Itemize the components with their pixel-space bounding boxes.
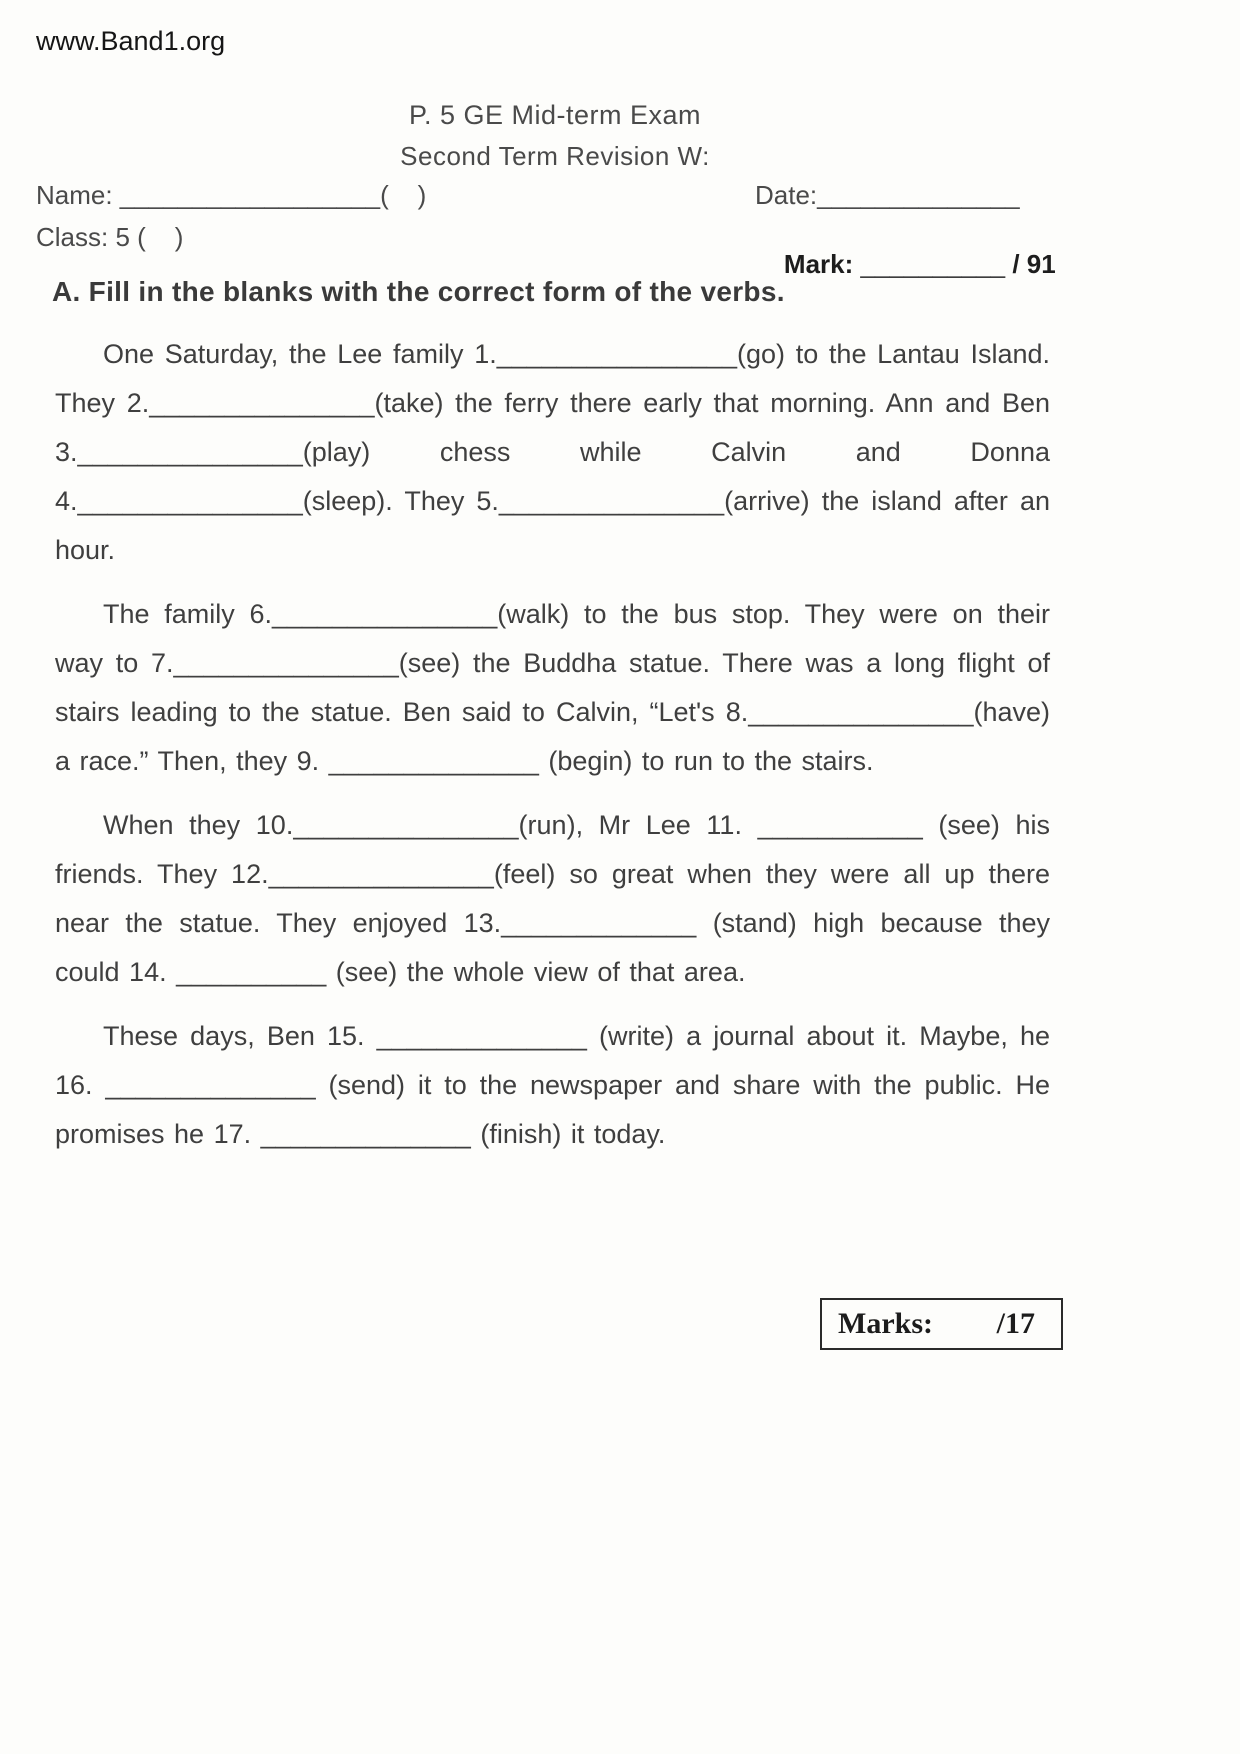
mark-field-line — [755, 218, 1056, 311]
paragraph-4: These days, Ben 15. ______________ (write) a journal about it. Maybe, he 16. ______________ (send) it to the newspaper and share with the public. He promises he 17. ______________ (finish) it today. — [55, 1021, 1050, 1149]
section-a-heading: A. Fill in the blanks with the correct form of the verbs. — [52, 276, 785, 307]
marks-box — [820, 1298, 1063, 1350]
class-field-line: Class: 5 ( ) — [36, 222, 184, 252]
mark-blank: __________ — [860, 249, 1013, 279]
name-field-line: Name: __________________( ) — [36, 180, 427, 210]
title-block — [0, 100, 1110, 172]
date-field-line: Date:______________ — [755, 180, 1020, 210]
paragraph-2: The family 6._______________(walk) to the bus stop. They were on their way to 7._______________(see) the Buddha statue. There was a long flight of stairs leading to the statue. Ben said to Calvin, “Let's 8._______________(have) a race.” Then, they 9. ______________ (begin) to run to the stairs. — [55, 599, 1050, 776]
exam-title: P. 5 GE Mid-term Exam — [408, 100, 702, 130]
mark-total: / 91 — [1012, 249, 1056, 279]
paragraph-3: When they 10._______________(run), Mr Lee 11. ___________ (see) his friends. They 12._______________(feel) so great when they were all up there near the statue. They enjoyed 13._____________ (stand) high because they could 14. __________ (see) the whole view of that area. — [55, 810, 1050, 987]
exam-subtitle: Second Term Revision W: — [400, 141, 710, 171]
exercise-body — [55, 330, 1050, 1174]
watermark-url: www.Band1.org — [36, 26, 226, 56]
marks-box-value: /17 — [996, 1307, 1035, 1340]
paragraph-1: One Saturday, the Lee family 1.________________(go) to the Lantau Island. They 2._______________(take) the ferry there early that morning. Ann and Ben 3._______________(play) chess while Calvin and Donna 4._______________(sleep). They 5._______________(arrive) the island after an hour. — [55, 339, 1050, 565]
marks-box-label: Marks: — [838, 1307, 933, 1340]
mark-label: Mark: — [783, 249, 861, 279]
